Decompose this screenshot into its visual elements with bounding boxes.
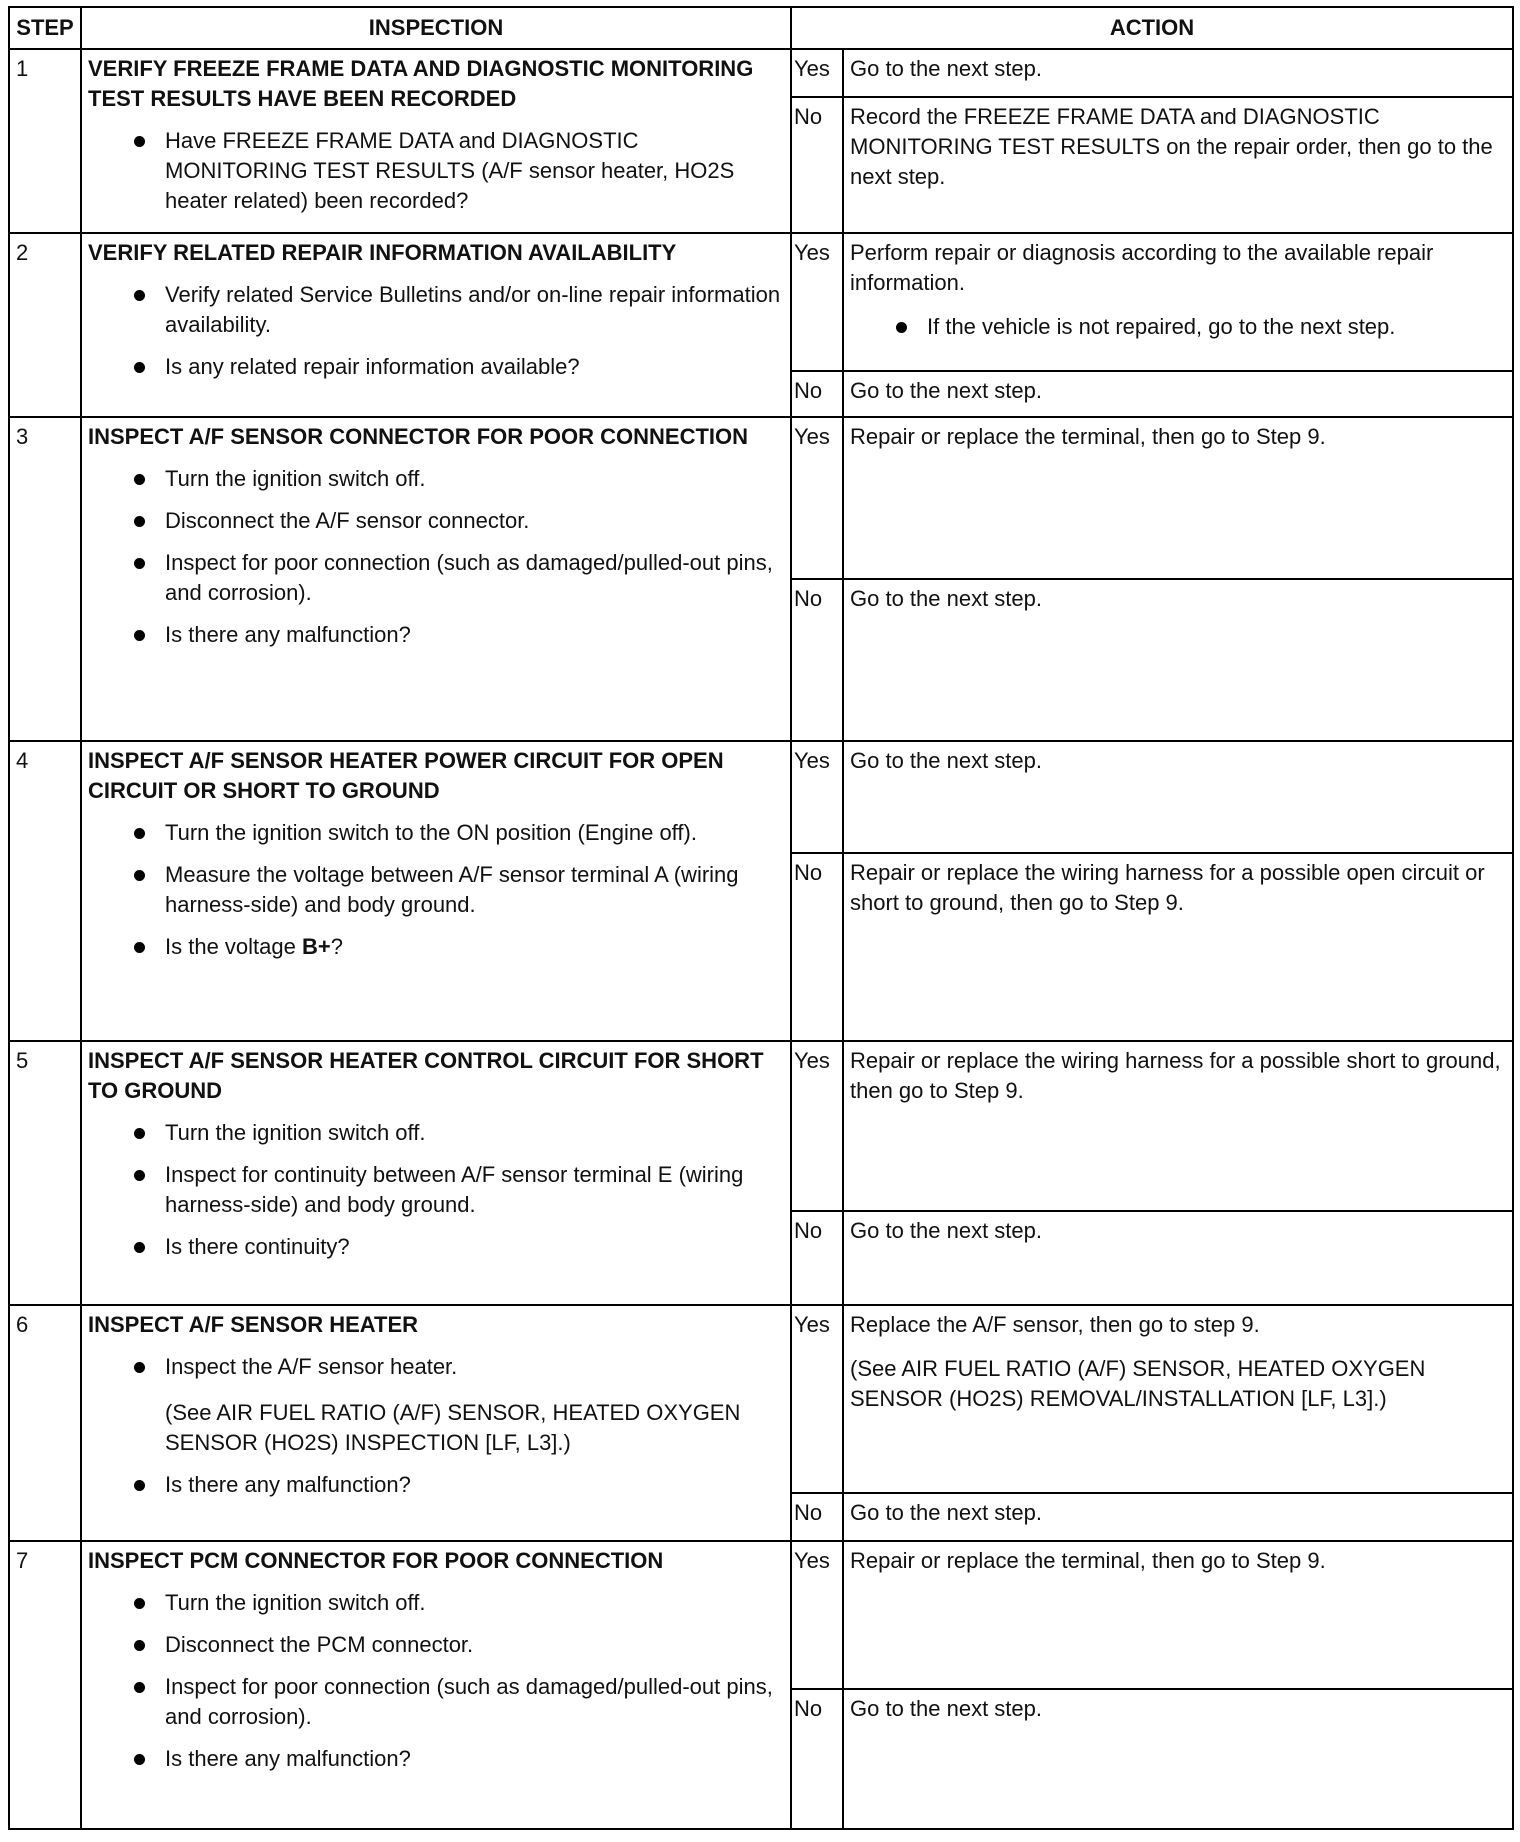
inspection-title: INSPECT A/F SENSOR HEATER POWER CIRCUIT FOR OPEN CIRCUIT OR SHORT TO GROUND bbox=[88, 748, 724, 803]
yes-action-cell bbox=[843, 233, 1513, 371]
yes-action: Go to the next step. bbox=[843, 741, 1513, 853]
no-label: No bbox=[791, 371, 843, 417]
no-action: Repair or replace the wiring harness for a possible open circuit or short to ground, then go to Step 9. bbox=[843, 853, 1513, 1041]
diagnostic-procedure-table bbox=[8, 6, 1514, 1830]
table-row bbox=[9, 417, 1513, 579]
bullet-text-suffix: ? bbox=[330, 934, 343, 959]
inspection-bullets bbox=[88, 1352, 784, 1500]
inspection-cell bbox=[81, 741, 791, 1041]
yes-label: Yes bbox=[791, 417, 843, 579]
yes-label: Yes bbox=[791, 1541, 843, 1689]
no-label: No bbox=[791, 853, 843, 1041]
voltage-value: B+ bbox=[301, 934, 331, 959]
list-item: Turn the ignition switch off. bbox=[88, 464, 784, 494]
inspection-title: VERIFY FREEZE FRAME DATA AND DIAGNOSTIC MONITORING TEST RESULTS HAVE BEEN RECORDED bbox=[88, 56, 754, 111]
yes-action: Repair or replace the terminal, then go to Step 9. bbox=[843, 417, 1513, 579]
yes-action: Repair or replace the terminal, then go to Step 9. bbox=[843, 1541, 1513, 1689]
yes-label: Yes bbox=[791, 1041, 843, 1211]
table-row bbox=[9, 49, 1513, 97]
reference-note: (See AIR FUEL RATIO (A/F) SENSOR, HEATED OXYGEN SENSOR (HO2S) REMOVAL/INSTALLATION [LF, L3].) bbox=[850, 1356, 1426, 1411]
no-action: Go to the next step. bbox=[843, 1689, 1513, 1829]
inspection-bullets bbox=[88, 464, 784, 650]
list-item: Verify related Service Bulletins and/or on-line repair information availability. bbox=[88, 280, 784, 340]
inspection-title: INSPECT PCM CONNECTOR FOR POOR CONNECTION bbox=[88, 1548, 664, 1573]
inspection-bullets bbox=[88, 1118, 784, 1262]
yes-label: Yes bbox=[791, 49, 843, 97]
header-action: ACTION bbox=[791, 7, 1513, 49]
bullet-text: Inspect the A/F sensor heater. bbox=[165, 1354, 458, 1379]
list-item: Inspect for poor connection (such as damaged/pulled-out pins, and corrosion). bbox=[88, 1672, 784, 1732]
list-item: Disconnect the A/F sensor connector. bbox=[88, 506, 784, 536]
header-step: STEP bbox=[9, 7, 81, 49]
inspection-cell bbox=[81, 233, 791, 417]
yes-action-bullet: If the vehicle is not repaired, go to the next step. bbox=[850, 312, 1506, 342]
list-item: Inspect for poor connection (such as damaged/pulled-out pins, and corrosion). bbox=[88, 548, 784, 608]
list-item: Is there continuity? bbox=[88, 1232, 784, 1262]
inspection-cell bbox=[81, 417, 791, 741]
header-inspection: INSPECTION bbox=[81, 7, 791, 49]
step-number: 6 bbox=[9, 1305, 81, 1541]
table-row bbox=[9, 1541, 1513, 1689]
no-label: No bbox=[791, 97, 843, 233]
inspection-cell bbox=[81, 1305, 791, 1541]
list-item: Is there any malfunction? bbox=[88, 1744, 784, 1774]
inspection-bullets bbox=[88, 818, 784, 962]
list-item: Turn the ignition switch to the ON position (Engine off). bbox=[88, 818, 784, 848]
step-number: 1 bbox=[9, 49, 81, 233]
yes-label: Yes bbox=[791, 233, 843, 371]
inspection-bullets bbox=[88, 126, 784, 216]
list-item: Turn the ignition switch off. bbox=[88, 1588, 784, 1618]
step-number: 7 bbox=[9, 1541, 81, 1829]
step-number: 4 bbox=[9, 741, 81, 1041]
yes-action: Replace the A/F sensor, then go to step 9. bbox=[850, 1312, 1260, 1337]
table-row bbox=[9, 1305, 1513, 1493]
inspection-bullets bbox=[88, 1588, 784, 1774]
list-item: Have FREEZE FRAME DATA and DIAGNOSTIC MONITORING TEST RESULTS (A/F sensor heater, HO2S heater related) been recorded? bbox=[88, 126, 784, 216]
list-item: Disconnect the PCM connector. bbox=[88, 1630, 784, 1660]
table-row bbox=[9, 1041, 1513, 1211]
yes-action: Repair or replace the wiring harness for a possible short to ground, then go to Step 9. bbox=[843, 1041, 1513, 1211]
no-action: Go to the next step. bbox=[843, 371, 1513, 417]
table-row bbox=[9, 741, 1513, 853]
inspection-title: INSPECT A/F SENSOR HEATER bbox=[88, 1312, 419, 1337]
yes-action: Perform repair or diagnosis according to the available repair information. bbox=[850, 240, 1434, 295]
yes-label: Yes bbox=[791, 741, 843, 853]
no-label: No bbox=[791, 1211, 843, 1305]
no-label: No bbox=[791, 579, 843, 741]
inspection-title: INSPECT A/F SENSOR HEATER CONTROL CIRCUIT FOR SHORT TO GROUND bbox=[88, 1048, 764, 1103]
inspection-cell bbox=[81, 49, 791, 233]
no-label: No bbox=[791, 1493, 843, 1541]
list-item: Measure the voltage between A/F sensor terminal A (wiring harness-side) and body ground. bbox=[88, 860, 784, 920]
step-number: 3 bbox=[9, 417, 81, 741]
list-item bbox=[88, 932, 784, 962]
yes-action-cell bbox=[843, 1305, 1513, 1493]
list-item: Is there any malfunction? bbox=[88, 620, 784, 650]
table-header-row bbox=[9, 7, 1513, 49]
no-action: Record the FREEZE FRAME DATA and DIAGNOSTIC MONITORING TEST RESULTS on the repair order, then go to the next step. bbox=[843, 97, 1513, 233]
yes-action: Go to the next step. bbox=[843, 49, 1513, 97]
list-item: Inspect for continuity between A/F sensor terminal E (wiring harness-side) and body ground. bbox=[88, 1160, 784, 1220]
bullet-text: Is the voltage bbox=[165, 934, 302, 959]
step-number: 2 bbox=[9, 233, 81, 417]
inspection-cell bbox=[81, 1041, 791, 1305]
no-label: No bbox=[791, 1689, 843, 1829]
list-item: Turn the ignition switch off. bbox=[88, 1118, 784, 1148]
list-item: Is there any malfunction? bbox=[88, 1470, 784, 1500]
no-action: Go to the next step. bbox=[843, 1211, 1513, 1305]
no-action: Go to the next step. bbox=[843, 579, 1513, 741]
no-action: Go to the next step. bbox=[843, 1493, 1513, 1541]
table-row bbox=[9, 233, 1513, 371]
inspection-title: VERIFY RELATED REPAIR INFORMATION AVAILABILITY bbox=[88, 240, 677, 265]
step-number: 5 bbox=[9, 1041, 81, 1305]
inspection-title: INSPECT A/F SENSOR CONNECTOR FOR POOR CONNECTION bbox=[88, 424, 749, 449]
inspection-cell bbox=[81, 1541, 791, 1829]
list-item bbox=[88, 1352, 784, 1458]
list-item: Is any related repair information available? bbox=[88, 352, 784, 382]
yes-label: Yes bbox=[791, 1305, 843, 1493]
inspection-bullets bbox=[88, 280, 784, 382]
reference-note: (See AIR FUEL RATIO (A/F) SENSOR, HEATED OXYGEN SENSOR (HO2S) INSPECTION [LF, L3].) bbox=[165, 1400, 741, 1455]
